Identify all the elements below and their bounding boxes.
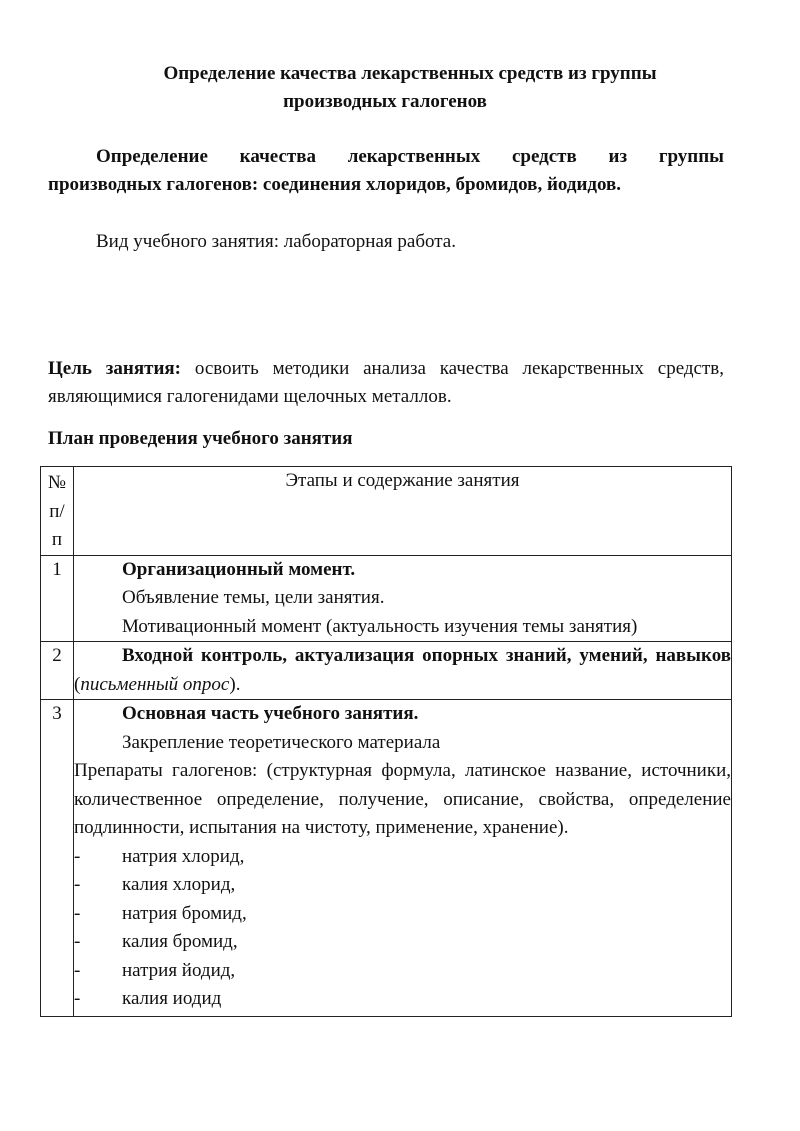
header-num-part: п [51,529,63,550]
plan-table [40,466,732,1017]
header-num-cell [41,467,74,556]
topic-heading-line-2: производных галогенов: соединения хлоридов, бромидов, йодидов. [48,174,622,195]
table-row [41,555,732,642]
list-item-text: калия бромид, [122,931,238,952]
row-content [74,555,732,642]
lesson-goal [48,355,724,411]
goal-label: Цель занятия: [48,358,182,379]
table-row [41,642,732,700]
document-title-line-2: производных галогенов [283,91,487,112]
row-num: 2 [41,642,74,700]
header-num-part: № [47,472,67,493]
topic-heading [48,143,724,199]
list-item-text: натрия бромид, [122,902,247,924]
stage-line: Объявление темы, цели занятия. [122,587,385,608]
stage-heading: Входной контроль, актуализация опорных знаний, умений, навыков [122,645,731,666]
dash-marker: - [74,988,81,1009]
list-item [74,843,731,872]
stage-paragraph: Препараты галогенов: (структурная формула, латинское название, источники, количественное определение, получение, описание, свойства, определение подлинности, испытания на чистоту, применение, хранение). [74,760,731,838]
dash-marker: - [74,845,81,867]
list-item [74,985,731,1014]
topic-heading-line-1: Определение качества лекарственных средств из группы [96,146,724,167]
stage-heading: Основная часть учебного занятия. [122,703,419,724]
row-num: 1 [41,555,74,642]
row-content [74,642,732,700]
list-item-text: калия иодид [122,988,222,1009]
list-item [74,871,731,900]
list-item [74,928,731,957]
stage-heading: Организационный момент. [122,558,356,580]
list-item [74,957,731,986]
plan-title: План проведения учебного занятия [48,428,353,449]
goal-text: освоить методики анализа качества лекарственных средств, являющимися галогенидами щелочных металлов. [48,358,725,407]
list-item [74,900,731,929]
dash-marker: - [74,902,81,924]
dash-marker: - [74,874,81,895]
row-content [74,700,732,1017]
dash-marker: - [74,959,81,981]
table-row [41,700,732,1017]
lesson-type: Вид учебного занятия: лабораторная работа. [96,231,456,252]
list-item-text: калия хлорид, [122,874,236,895]
stage-line: Мотивационный момент (актуальность изучения темы занятия) [122,615,638,637]
dash-marker: - [74,931,81,952]
stage-subheading: Закрепление теоретического материала [122,731,441,753]
note-open: ( [74,673,81,695]
header-num-part: п/ [49,500,65,522]
document-title-line-1: Определение качества лекарственных средств из группы [163,63,657,84]
list-item-text: натрия хлорид, [122,845,245,867]
header-content-cell: Этапы и содержание занятия [74,467,732,556]
list-item-text: натрия йодид, [122,959,236,981]
note-close: ). [229,673,241,695]
row-num: 3 [41,700,74,1017]
stage-note: письменный опрос [80,673,230,695]
table-header-row [41,467,732,556]
